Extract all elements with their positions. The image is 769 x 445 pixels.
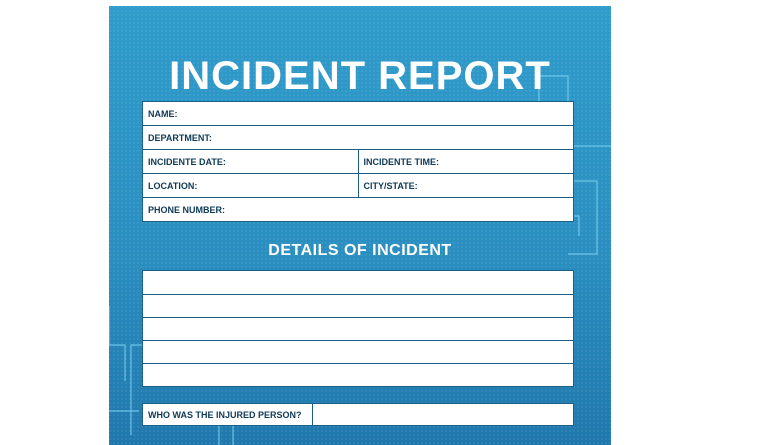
department-field[interactable]: DEPARTMENT: <box>143 126 574 150</box>
phone-number-field[interactable]: PHONE NUMBER: <box>143 198 574 222</box>
location-field[interactable]: LOCATION: <box>143 174 359 198</box>
page-title: INCIDENT REPORT <box>169 54 551 98</box>
details-line <box>143 294 573 295</box>
incident-date-field[interactable]: INCIDENTE DATE: <box>143 150 359 174</box>
details-line <box>143 363 573 364</box>
date-time-row <box>143 150 574 174</box>
department-row <box>143 126 574 150</box>
injured-person-label: WHO WAS THE INJURED PERSON? <box>143 404 313 425</box>
details-line <box>143 340 573 341</box>
location-row <box>143 174 574 198</box>
injured-person-row <box>142 403 574 426</box>
details-section-title: DETAILS OF INCIDENT <box>268 242 452 259</box>
name-row <box>143 102 574 126</box>
phone-row <box>143 198 574 222</box>
details-text-area[interactable] <box>142 270 574 387</box>
name-field[interactable]: NAME: <box>143 102 574 126</box>
city-state-field[interactable]: CITY/STATE: <box>358 174 574 198</box>
injured-person-input[interactable] <box>313 404 573 425</box>
incident-report-sheet <box>109 6 611 445</box>
details-line <box>143 317 573 318</box>
incident-time-field[interactable]: INCIDENTE TIME: <box>358 150 574 174</box>
personal-info-table <box>142 101 574 222</box>
